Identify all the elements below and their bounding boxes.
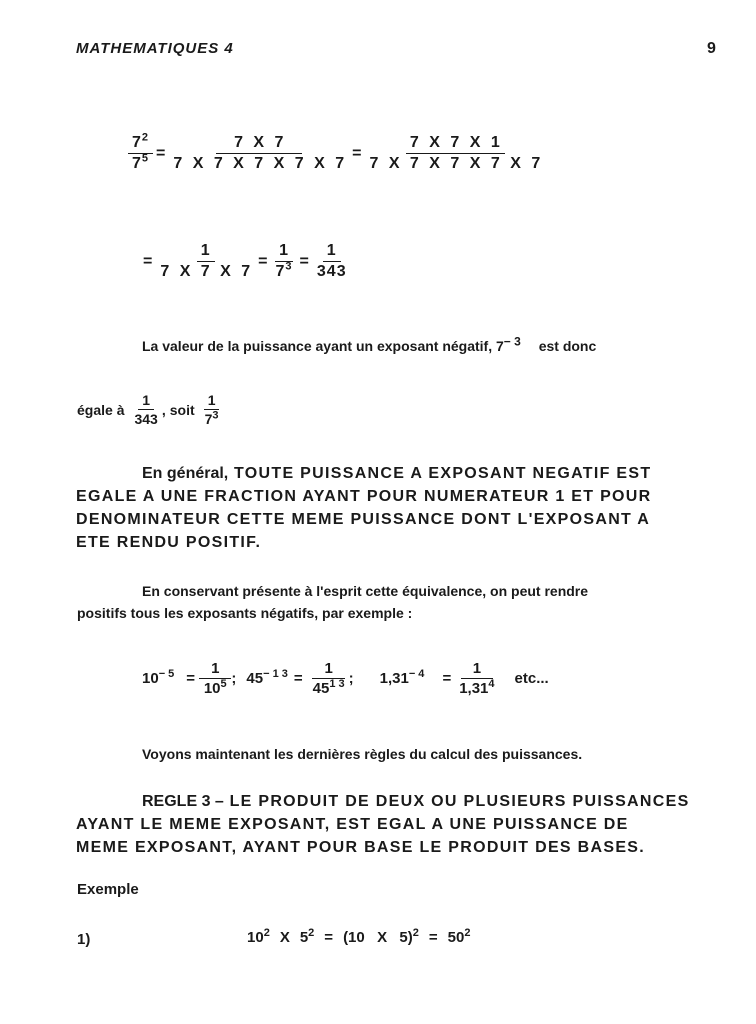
equals-sign: =: [352, 144, 363, 162]
product-exponent: 2: [412, 927, 419, 939]
fraction-denominator: 7 X 7 X 7: [160, 263, 252, 280]
fraction-1-over-45pow13: [309, 660, 349, 697]
fraction-1-over-1-31pow4: [455, 660, 498, 697]
denominator-base: 7: [132, 155, 142, 172]
term-base: 5: [299, 929, 309, 946]
denominator-base: 1,31: [459, 680, 489, 697]
denominator-exponent: 5: [141, 152, 150, 165]
example-exponent: − 4: [408, 668, 425, 680]
equal-to-fraction-line: égale à $\frac{1}{343}$ , soit $\frac{1}{7^3}$: [77, 392, 223, 427]
fraction-1-over-10pow5: [199, 660, 231, 697]
fraction-numerator: 1: [138, 392, 154, 410]
product-term: [343, 929, 419, 946]
paragraph-tail: est donc: [538, 338, 597, 354]
equals-sign: =: [156, 144, 167, 162]
fraction-7pow2-over-7pow5: [128, 131, 153, 173]
denominator-exponent: 4: [488, 678, 495, 690]
rule-line: ETE RENDU POSITIF.: [76, 534, 262, 551]
fraction-numerator: 1: [197, 242, 215, 262]
example-base: 1,31: [379, 670, 409, 687]
fraction-numerator: 1: [461, 660, 493, 679]
denominator-exponent: 5: [220, 678, 227, 690]
separator: ;: [231, 670, 237, 687]
fraction-numerator: 1: [204, 392, 220, 410]
equation-1: [128, 131, 545, 173]
denominator-exponent: 1 3: [329, 678, 345, 690]
product-base: (10 X 5): [343, 929, 413, 946]
example-exponent: − 5: [158, 668, 175, 680]
denominator-base: 10: [203, 680, 221, 697]
fraction-expanded-2: [365, 134, 545, 173]
example-1-31: [380, 670, 425, 687]
etc-text: etc...: [514, 670, 549, 687]
term-10pow2: [247, 929, 270, 946]
fraction-denominator: 7 X 7 X 7 X 7 X 7: [173, 155, 346, 172]
paragraph-negative-exponent: [142, 335, 596, 357]
negative-exponent: − 3: [503, 334, 521, 349]
rule-line: EGALE A UNE FRACTION AYANT POUR NUMERATEUR 1 ET POUR: [76, 488, 652, 505]
result-50pow2: [448, 929, 471, 946]
negative-exponent-examples: $10^{- 5}$ = $\frac{1}{10^5}$ ; $45^{- 1 3}$ = $\frac{1}{45^{1 3}}$ ; $1,31^{- 4}$ = $\frac{1}{1,31^4}$ etc...: [142, 660, 549, 697]
example-heading: Exemple: [77, 881, 139, 898]
rule-line: DENOMINATEUR CETTE MEME PUISSANCE DONT L'EXPOSANT A: [76, 511, 651, 528]
denominator-exponent: 3: [285, 260, 293, 273]
rule-line: AYANT LE MEME EXPOSANT, EST EGAL A UNE PUISSANCE DE: [76, 816, 629, 833]
fraction-denominator: 343: [134, 411, 158, 427]
denominator-base: 7: [275, 263, 286, 280]
example-exponent: − 1 3: [263, 668, 288, 680]
result-exponent: 2: [464, 927, 471, 939]
fraction-1-over-7pow3: [272, 242, 297, 281]
paragraph-line: positifs tous les exposants négatifs, par exemple :: [77, 605, 413, 621]
fraction-numerator: 1: [323, 242, 341, 262]
denominator-exponent: 3: [212, 409, 219, 422]
fraction-1-over-7x7x7: [156, 242, 255, 281]
rule-lead: En général,: [142, 465, 229, 482]
example-1-equation: [247, 929, 470, 946]
conserving-paragraph: [77, 580, 588, 624]
example-number: 1): [77, 931, 91, 948]
rule-line: TOUTE PUISSANCE A EXPOSANT NEGATIF EST: [234, 465, 652, 482]
fraction-denominator: 343: [316, 263, 347, 280]
equals-sign: =: [258, 252, 269, 270]
fraction-numerator: 7 X 7 X 1: [406, 134, 505, 154]
equals-sign: =: [324, 929, 334, 946]
separator: ;: [348, 670, 354, 687]
rule-line: MEME EXPOSANT, AYANT POUR BASE LE PRODUIT DES BASES.: [76, 839, 646, 856]
times-sign: X: [279, 929, 290, 946]
rule-3-paragraph: [76, 790, 690, 859]
general-rule-paragraph: [76, 462, 652, 554]
mid-text: soit: [169, 401, 195, 418]
fraction-1-over-343: [313, 242, 351, 281]
equation-2: [140, 242, 351, 281]
term-5pow2: [300, 929, 314, 946]
fraction-numerator: 7 X 7: [216, 134, 302, 154]
fraction-1-over-7pow3: [201, 392, 223, 427]
denominator-base: 7: [204, 411, 213, 427]
equals-sign: =: [143, 252, 154, 270]
fraction-expanded-1: [169, 134, 349, 173]
equals-sign: =: [428, 929, 438, 946]
next-rules-sentence: Voyons maintenant les dernières règles du calcul des puissances.: [142, 746, 583, 762]
term-exponent: 2: [308, 927, 315, 939]
example-base: 10: [142, 670, 159, 687]
example-45: [246, 670, 287, 687]
fraction-numerator: 1: [312, 660, 344, 679]
running-header: MATHEMATIQUES 4: [76, 40, 234, 57]
page-number: 9: [707, 40, 716, 57]
term-exponent: 2: [263, 927, 270, 939]
paragraph-line: En conservant présente à l'esprit cette équivalence, on peut rendre: [142, 583, 589, 599]
fraction-denominator: 7 X 7 X 7 X 7 X 7: [369, 155, 542, 172]
fraction-numerator: 1: [275, 242, 293, 262]
fraction-numerator: 1: [199, 660, 231, 679]
result-base: 50: [447, 929, 465, 946]
fraction-1-over-343: [130, 392, 161, 427]
equals-sign: =: [299, 252, 310, 270]
numerator-base: 7: [132, 134, 142, 151]
numerator-exponent: 2: [141, 131, 150, 144]
lead-text: égale à: [77, 401, 125, 418]
example-10: [142, 670, 174, 687]
rule-line: LE PRODUIT DE DEUX OU PLUSIEURS PUISSANCES: [229, 793, 690, 810]
denominator-base: 45: [312, 680, 330, 697]
rule-3-heading: REGLE 3 –: [142, 793, 224, 810]
example-base: 45: [246, 670, 264, 687]
paragraph-text: La valeur de la puissance ayant un exposant négatif, 7: [142, 338, 504, 354]
term-base: 10: [247, 929, 264, 946]
